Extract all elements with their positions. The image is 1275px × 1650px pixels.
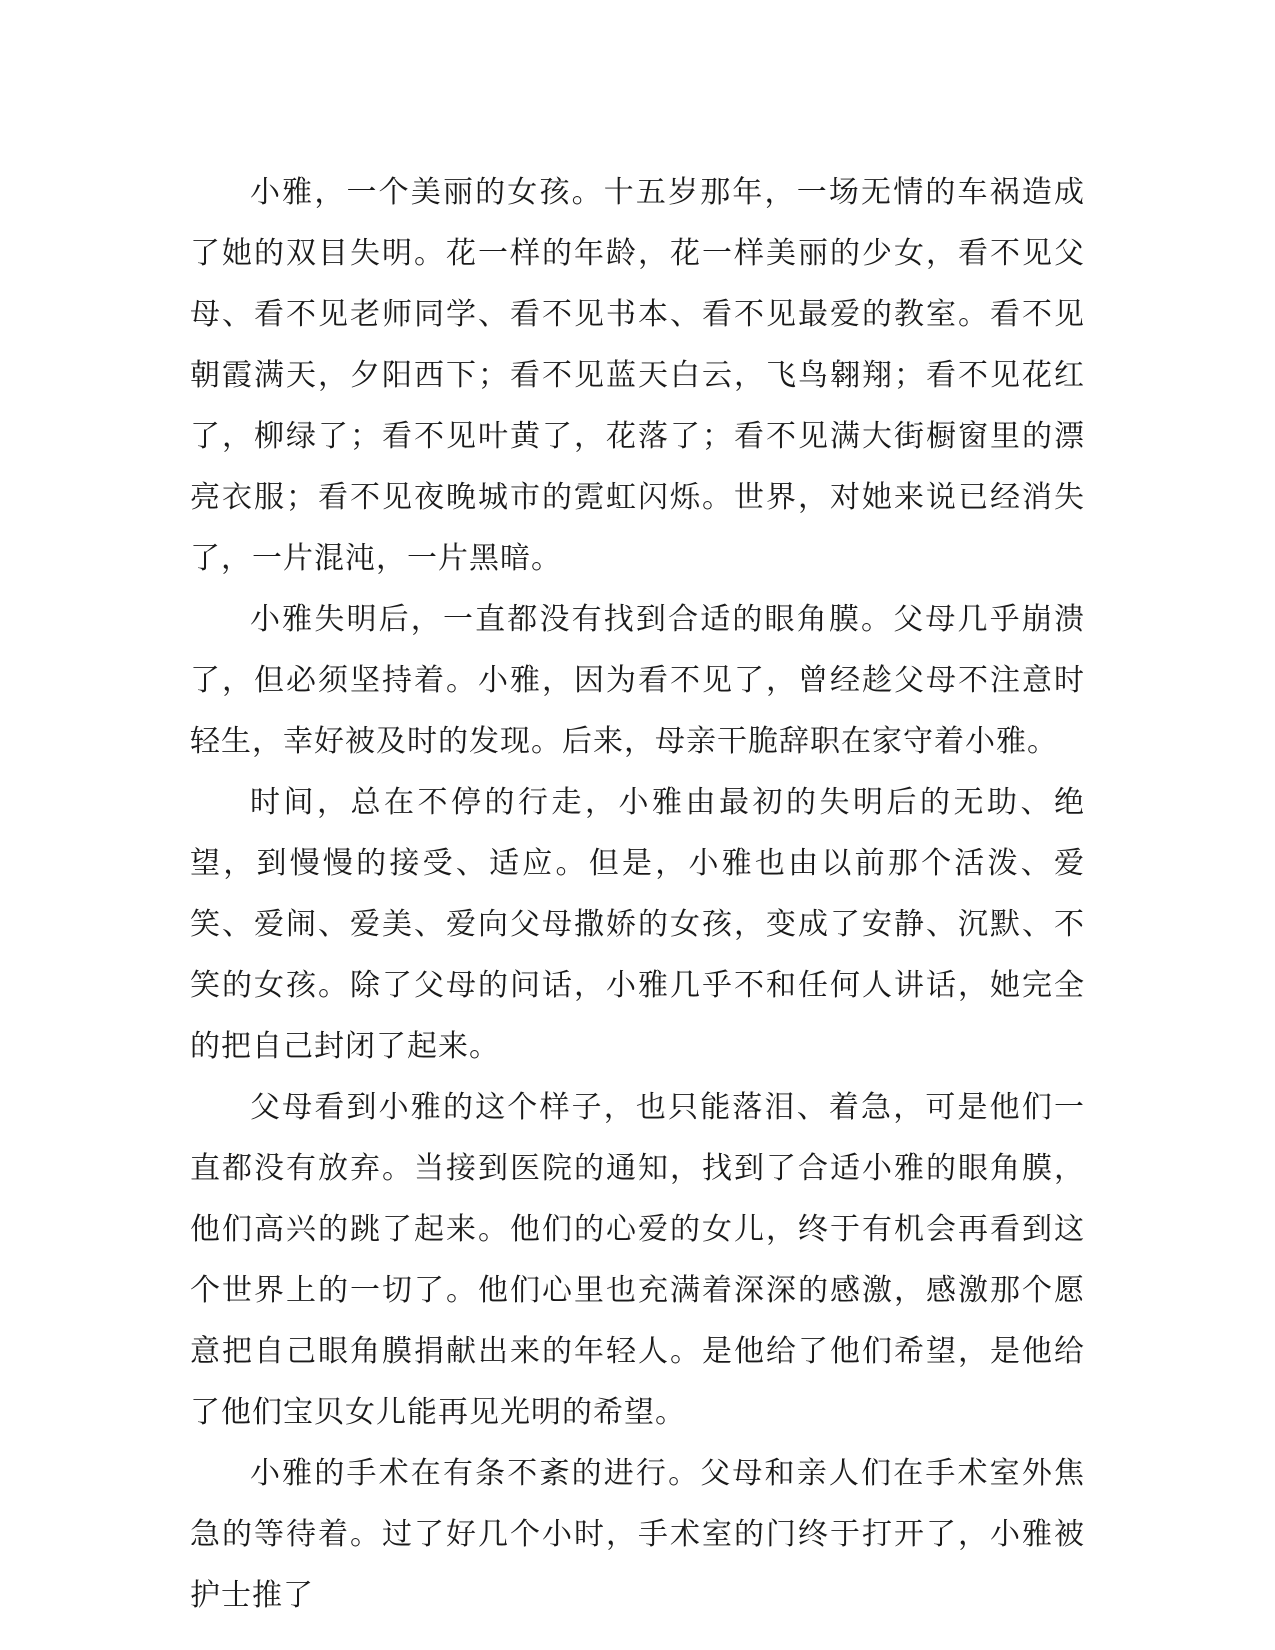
paragraph-1: 小雅，一个美丽的女孩。十五岁那年，一场无情的车祸造成了她的双目失明。花一样的年龄，花一样美丽的少女，看不见父母、看不见老师同学、看不见书本、看不见最爱的教室。看不见朝霞满天，夕阳西下；看不见蓝天白云，飞鸟翱翔；看不见花红了，柳绿了；看不见叶黄了，花落了；看不见满大街橱窗里的漂亮衣服；看不见夜晚城市的霓虹闪烁。世界，对她来说已经消失了，一片混沌，一片黑暗。	[190, 175, 1085, 576]
paragraph-4: 父母看到小雅的这个样子，也只能落泪、着急，可是他们一直都没有放弃。当接到医院的通知，找到了合适小雅的眼角膜，他们高兴的跳了起来。他们的心爱的女儿，终于有机会再看到这个世界上的一切了。他们心里也充满着深深的感激，感激那个愿意把自己眼角膜捐献出来的年轻人。是他给了他们希望，是他给了他们宝贝女儿能再见光明的希望。	[190, 1090, 1085, 1430]
body-text	[190, 162, 1085, 1626]
paragraph-5: 小雅的手术在有条不紊的进行。父母和亲人们在手术室外焦急的等待着。过了好几个小时，手术室的门终于打开了，小雅被护士推了	[190, 1456, 1085, 1613]
paragraph-2: 小雅失明后，一直都没有找到合适的眼角膜。父母几乎崩溃了，但必须坚持着。小雅，因为看不见了，曾经趁父母不注意时轻生，幸好被及时的发现。后来，母亲干脆辞职在家守着小雅。	[190, 602, 1085, 759]
paragraph-3: 时间，总在不停的行走，小雅由最初的失明后的无助、绝望，到慢慢的接受、适应。但是，小雅也由以前那个活泼、爱笑、爱闹、爱美、爱向父母撒娇的女孩，变成了安静、沉默、不笑的女孩。除了父母的问话，小雅几乎不和任何人讲话，她完全的把自己封闭了起来。	[190, 785, 1085, 1064]
